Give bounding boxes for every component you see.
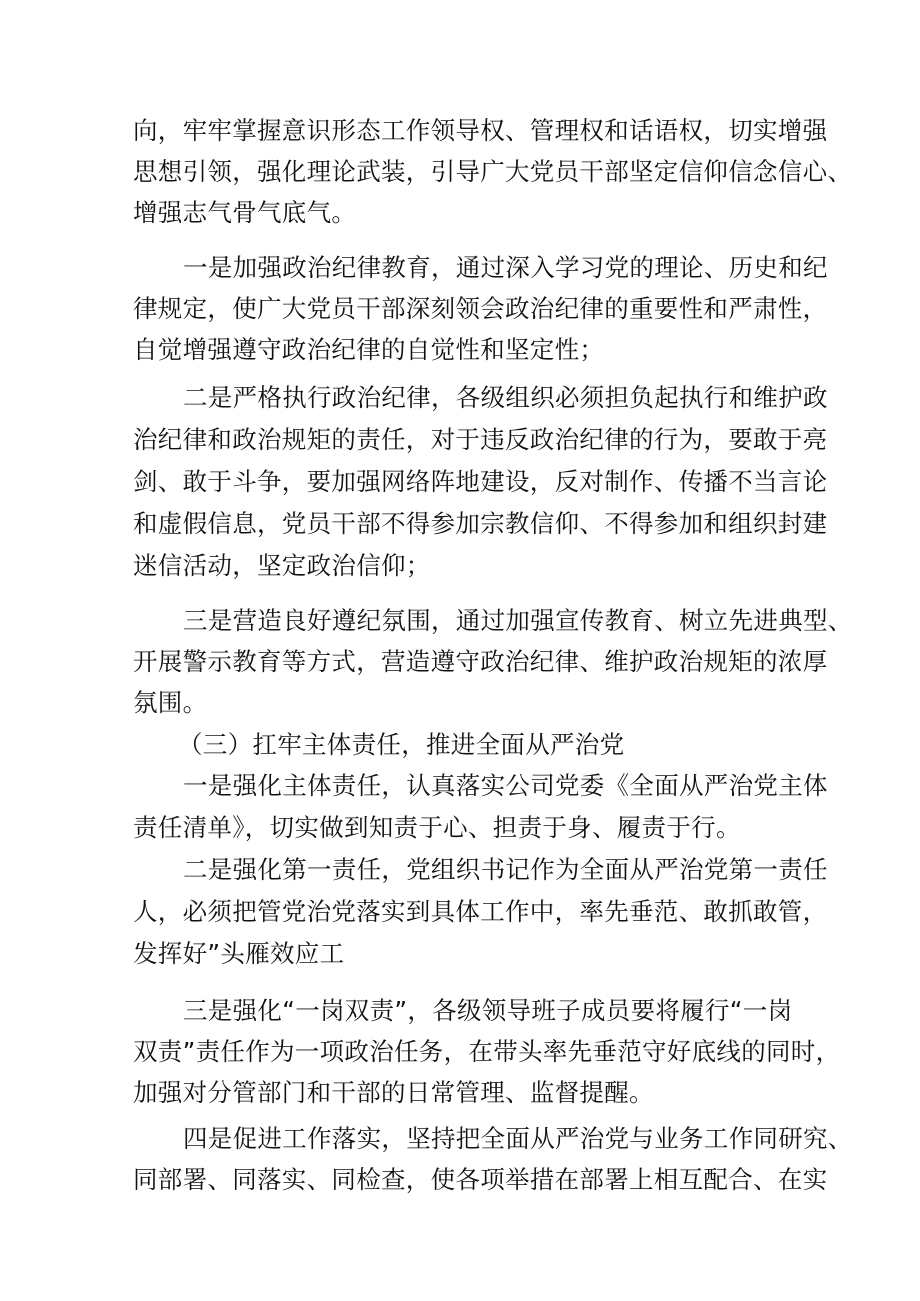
- text-line: 向，牢牢掌握意识形态工作领导权、管理权和话语权，切实增强: [133, 116, 828, 145]
- text-line: 治纪律和政治规矩的责任，对于违反政治纪律的行为，要敢于亮: [133, 425, 828, 454]
- text-line: 一是强化主体责任，认真落实公司党委《全面从严治党主体: [183, 771, 828, 800]
- text-line: 三是强化“一岗双责”，各级领导班子成员要将履行“一岗: [183, 996, 793, 1025]
- text-line: 一是加强政治纪律教育，通过深入学习党的理论、历史和纪: [183, 253, 828, 282]
- text-line: 剑、敢于斗争，要加强网络阵地建设，反对制作、传播不当言论: [133, 467, 828, 496]
- text-line: 二是强化第一责任，党组织书记作为全面从严治党第一责任: [183, 855, 828, 884]
- text-line: 增强志气骨气底气。: [133, 198, 357, 227]
- text-line: 自觉增强遵守政治纪律的自觉性和坚定性；: [133, 335, 605, 364]
- text-line: 氛围。: [133, 688, 208, 717]
- text-line: 责任清单》，切实做到知责于心、担责于身、履责于行。: [133, 813, 741, 842]
- text-line: 加强对分管部门和干部的日常管理、监督提醒。: [133, 1078, 654, 1107]
- text-line: 迷信活动，坚定政治信仰；: [133, 551, 431, 580]
- text-line: 同部署、同落实、同检查，使各项举措在部署上相互配合、在实: [133, 1165, 828, 1194]
- text-line: 三是营造良好遵纪氛围，通过加强宣传教育、树立先进典型、: [183, 606, 853, 635]
- text-line: 律规定，使广大党员干部深刻领会政治纪律的重要性和严肃性，: [133, 294, 828, 323]
- text-line: 思想引领，强化理论武装，引导广大党员干部坚定信仰信念信心、: [133, 157, 853, 186]
- text-line: 开展警示教育等方式，营造遵守政治纪律、维护政治规矩的浓厚: [133, 647, 828, 676]
- text-line: 发挥好”头雁效应工: [133, 939, 345, 968]
- text-line: 二是严格执行政治纪律，各级组织必须担负起执行和维护政: [183, 383, 828, 412]
- text-line: 人，必须把管党治党落实到具体工作中，率先垂范、敢抓敢管，: [133, 897, 828, 926]
- section-heading: （三）扛牢主体责任，推进全面从严治党: [178, 730, 625, 759]
- text-line: 双责”责任作为一项政治任务，在带头率先垂范守好底线的同时，: [133, 1037, 841, 1066]
- text-line: 和虚假信息，党员干部不得参加宗教信仰、不得参加和组织封建: [133, 509, 828, 538]
- text-line: 四是促进工作落实，坚持把全面从严治党与业务工作同研究、: [183, 1124, 853, 1153]
